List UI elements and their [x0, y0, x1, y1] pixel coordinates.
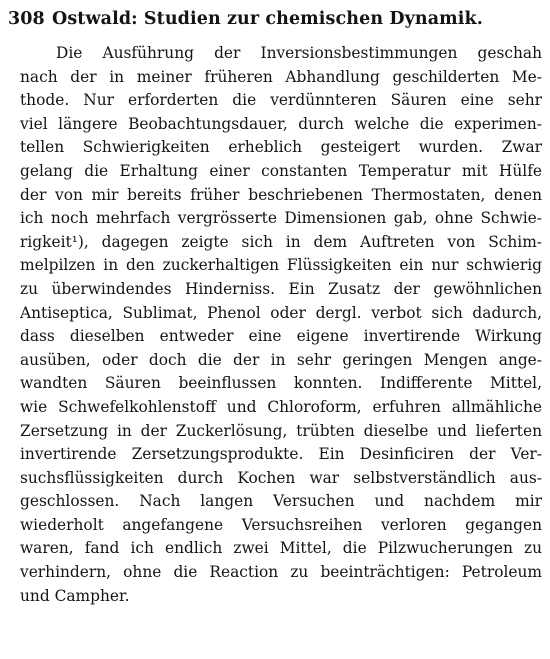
text-line: Antiseptica, Sublimat, Phenol oder dergl. verbot sich dadurch,	[20, 303, 542, 322]
text-line: rigkeit¹), dagegen zeigte sich in dem Auftreten von Schim-	[20, 232, 542, 251]
text-line: invertirende Zersetzungsprodukte. Ein Desinficiren der Ver-	[20, 445, 542, 464]
text-line: Zersetzung in der Zuckerlösung, trübten dieselbe und lieferten	[20, 421, 542, 440]
text-line: zu überwindendes Hinderniss. Ein Zusatz der gewöhnlichen	[20, 279, 542, 298]
text-line: suchsflüssigkeiten durch Kochen war selbstverständlich aus-	[20, 468, 542, 487]
text-line: tellen Schwierigkeiten erheblich gesteigert wurden. Zwar	[20, 138, 542, 157]
text-line: ich noch mehrfach vergrösserte Dimensionen gab, ohne Schwie-	[20, 209, 542, 228]
text-line: wiederholt angefangene Versuchsreihen verloren gegangen	[20, 515, 542, 534]
text-line: thode. Nur erforderten die verdünnteren Säuren eine sehr	[20, 91, 542, 110]
running-title: Ostwald: Studien zur chemischen Dynamik.	[52, 9, 483, 29]
text-line: geschlossen. Nach langen Versuchen und nachdem mir	[20, 492, 542, 511]
text-line: nach der in meiner früheren Abhandlung geschilderten Me-	[20, 67, 542, 86]
text-line: waren, fand ich endlich zwei Mittel, die Pilzwucherungen zu	[20, 539, 542, 558]
text-line: Die Ausführung der Inversionsbestimmungen geschah	[56, 44, 542, 62]
text-line: verhindern, ohne die Reaction zu beeinträchtigen: Petroleum	[20, 563, 542, 582]
body-paragraph	[20, 42, 542, 608]
text-line: melpilzen in den zuckerhaltigen Flüssigkeiten ein nur schwierig	[20, 256, 542, 275]
page-header	[8, 3, 540, 35]
text-line: gelang die Erhaltung einer constanten Temperatur mit Hülfe	[20, 161, 542, 180]
text-line: viel längere Beobachtungsdauer, durch welche die experimen-	[20, 114, 542, 133]
text-line: dass dieselben entweder eine eigene invertirende Wirkung	[20, 327, 542, 346]
page-number: 308	[8, 9, 45, 29]
text-line: wandten Säuren beeinflussen konnten. Indifferente Mittel,	[20, 374, 542, 393]
text-line: wie Schwefelkohlenstoff und Chloroform, erfuhren allmähliche	[20, 397, 542, 416]
text-line: und Campher.	[20, 586, 130, 605]
text-line: der von mir bereits früher beschriebenen Thermostaten, denen	[20, 185, 542, 204]
text-line: ausüben, oder doch die der in sehr geringen Mengen ange-	[20, 350, 542, 369]
